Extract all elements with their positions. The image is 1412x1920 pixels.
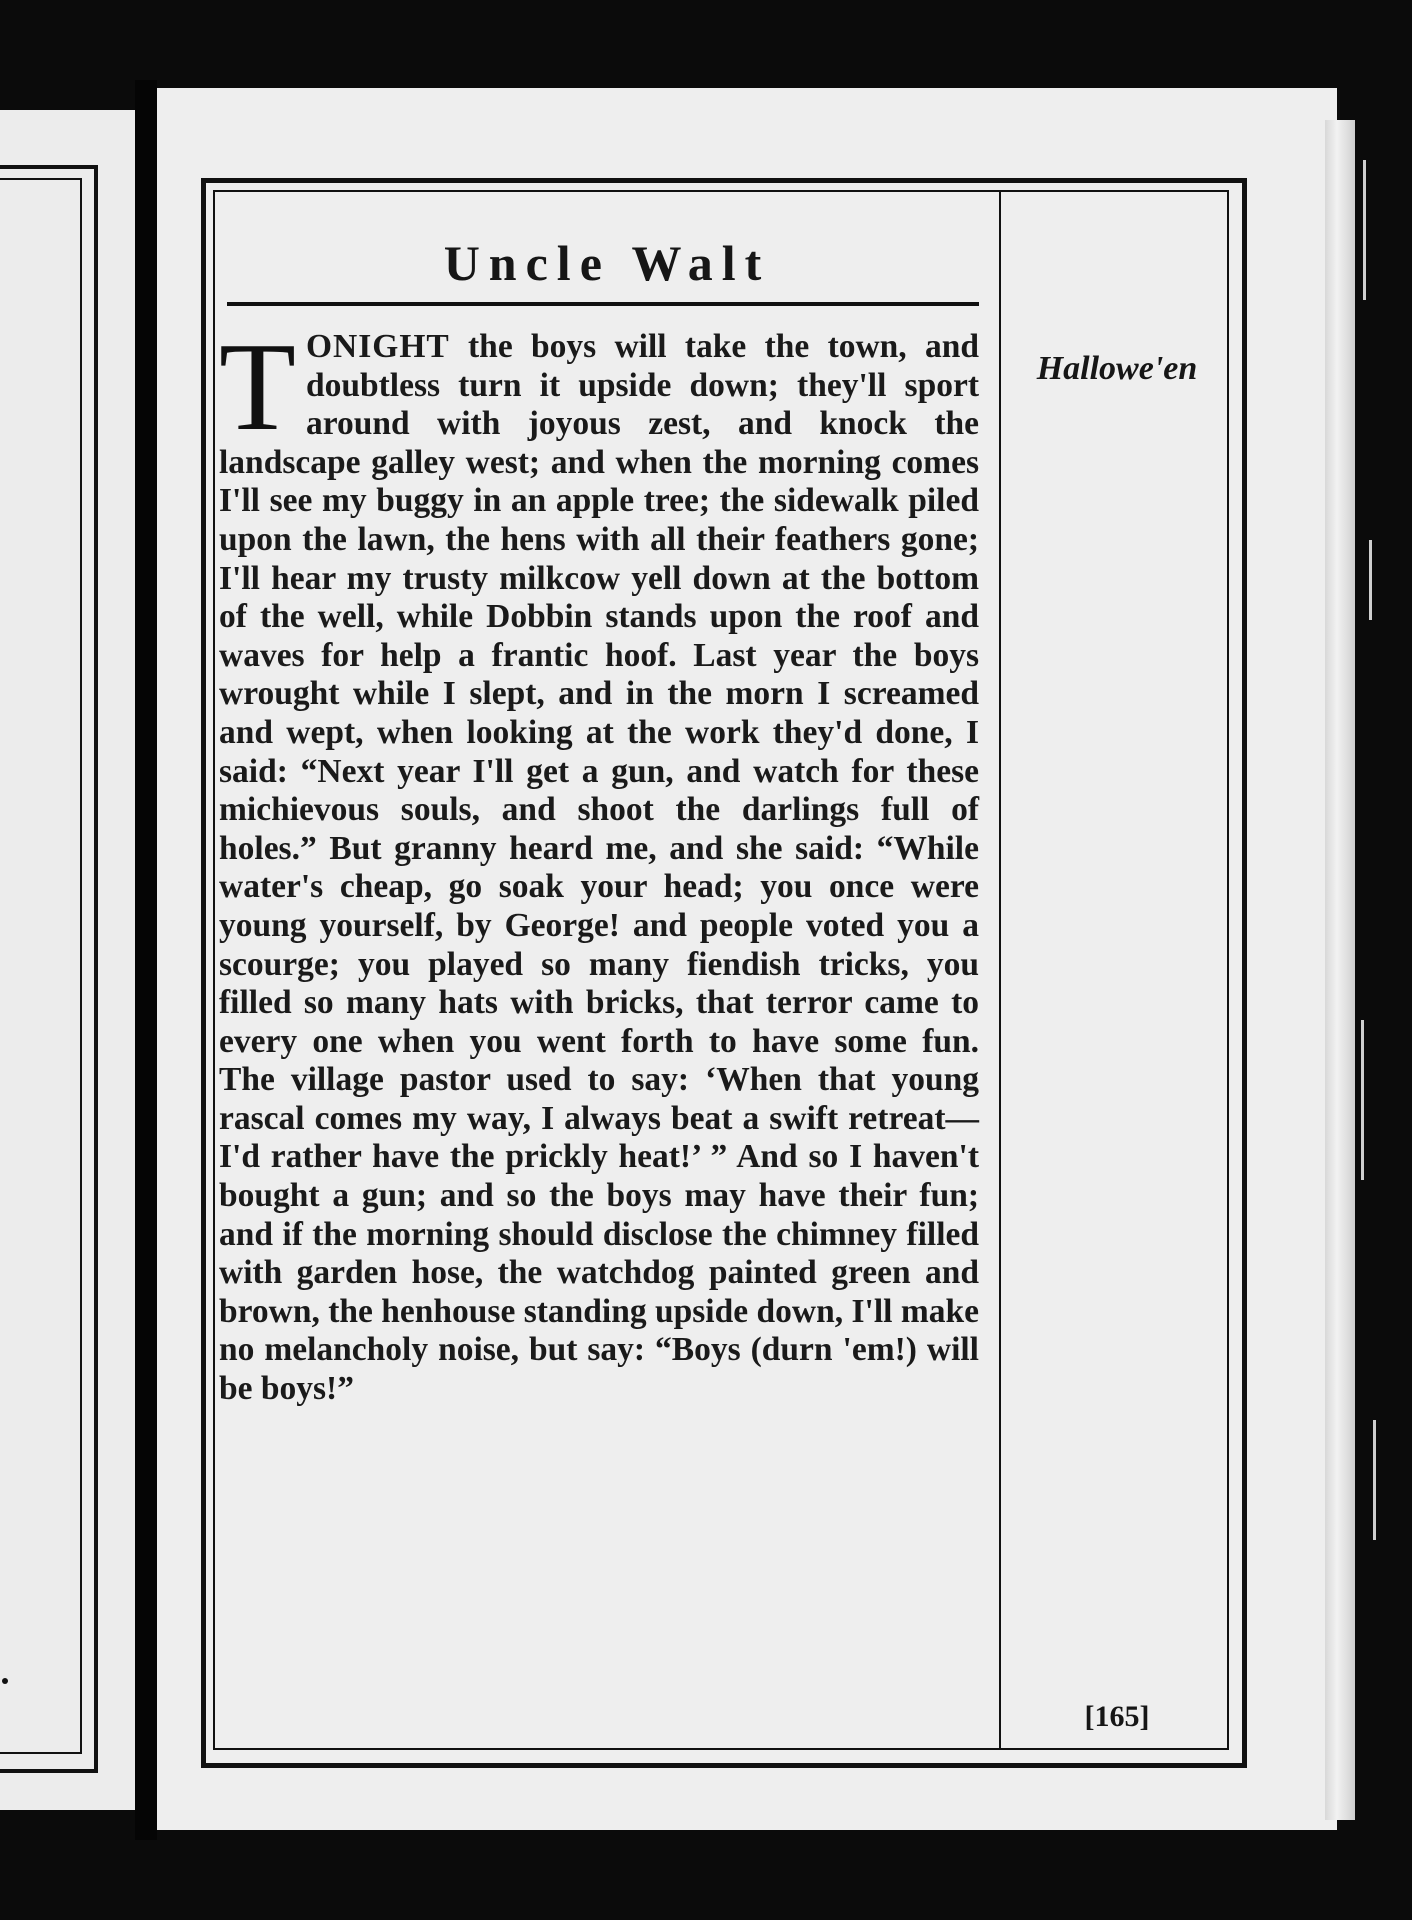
title-rule <box>227 302 979 306</box>
drop-cap: T <box>219 318 296 457</box>
page-number: [165] <box>1084 1700 1150 1733</box>
column-divider <box>999 190 1001 1750</box>
facing-page <box>0 110 135 1810</box>
book-gutter <box>135 80 157 1840</box>
poem-body <box>219 318 979 1409</box>
page-edges <box>1325 120 1355 1820</box>
facing-page-mark <box>2 1678 8 1684</box>
book-page <box>157 88 1337 1830</box>
lead-word: ONIGHT <box>305 328 450 365</box>
binding-strip <box>1355 120 1412 1820</box>
margin-heading: Hallowe'en <box>1036 350 1198 387</box>
poem-text: the boys will take the town, and doubtless turn it upside down; they'll sport around with joyous zest, and knock the landscape galley west; and when the morning comes I'll see my buggy in an apple tree; the sidewalk piled upon the lawn, the hens with all their feathers gone; I'll hear my trusty milkcow yell down at the bottom of the well, while Dobbin stands upon the roof and waves for help a frantic hoof. Last year the boys wrought while I slept, and in the morn I screamed and wept, when looking at the work they'd done, I said: “Next year I'll get a gun, and watch for these michievous souls, and shoot the darlings full of holes.” But granny heard me, and she said: “While water's cheap, go soak your head; you once were young yourself, by George! and people voted you a scourge; you played so many fiendish tricks, you filled so many hats with bricks, that terror came to every one when you went forth to have some fun. The village pastor used to say: ‘When that young rascal comes my way, I always beat a swift retreat—I'd rather have the prickly heat!’ ” And so I haven't bought a gun; and so the boys may have their fun; and if the morning should disclose the chimney filled with garden hose, the watchdog painted green and brown, the henhouse standing upside down, I'll make no melancholy noise, but say: “Boys (durn 'em!) will be boys!” <box>219 328 979 1408</box>
facing-page-border-inner <box>0 178 82 1754</box>
page-title: Uncle Walt <box>443 235 771 291</box>
